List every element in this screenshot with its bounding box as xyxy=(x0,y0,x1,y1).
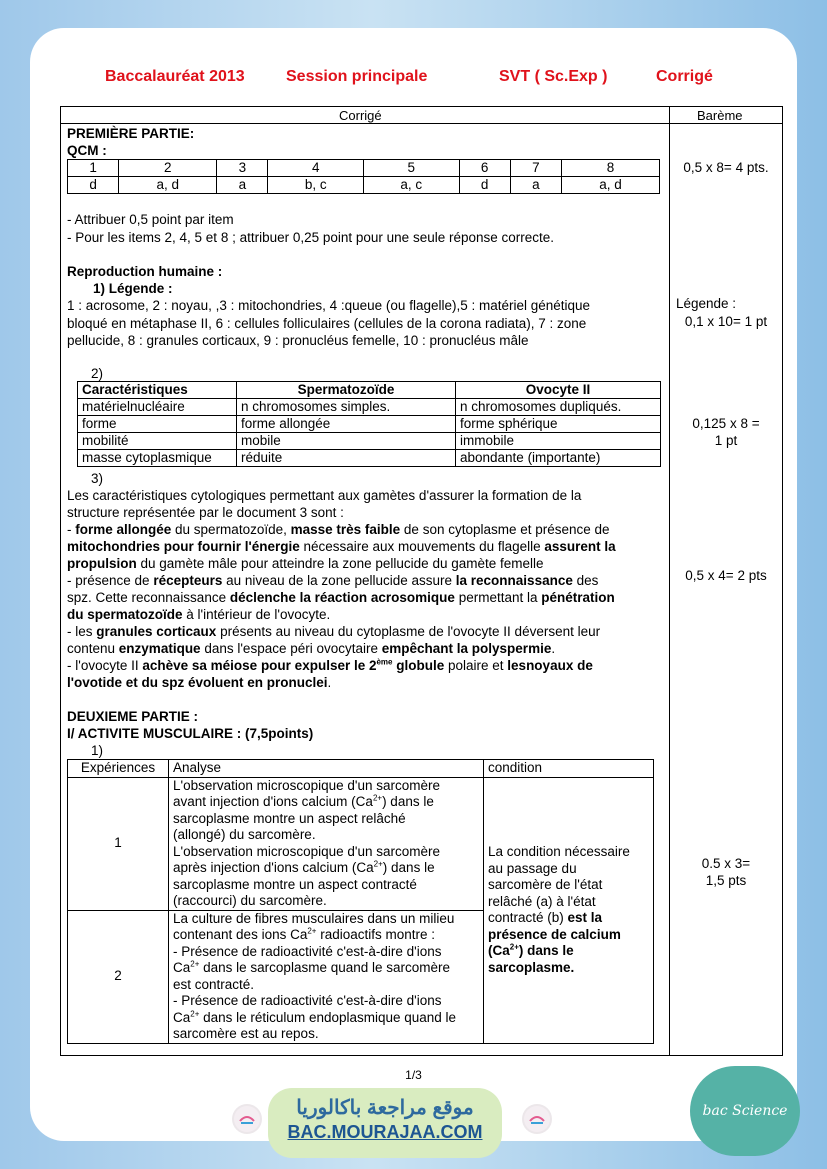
activity-header xyxy=(68,760,654,778)
column-corrige-header: Corrigé xyxy=(339,108,382,123)
table-row xyxy=(78,433,661,450)
q2-label: 2) xyxy=(91,366,104,381)
q3-line: spz. Cette reconnaissance déclenche la réaction acrosomique permettant la pénétration xyxy=(67,590,615,605)
header-subject: SVT ( Sc.Exp ) xyxy=(499,68,608,85)
qcm-answer: a, d xyxy=(119,177,217,194)
header-session: Session principale xyxy=(286,68,428,85)
q3-line: contenu enzymatique dans l'espace péri ovocytaire empêchant la polyspermie. xyxy=(67,641,556,656)
activity-table xyxy=(67,759,654,1044)
column-header: Analyse xyxy=(169,760,484,778)
site-logo-icon xyxy=(232,1104,262,1134)
q3-line: - forme allongée du spermatozoïde, masse très faible de son cytoplasme et présence de xyxy=(67,522,610,537)
qcm-table xyxy=(67,159,660,194)
q3-line: l'ovotide et du spz évoluent en pronuclei. xyxy=(67,675,332,690)
part2-title: DEUXIEME PARTIE : xyxy=(67,709,199,724)
bac-science-logo: bac Science xyxy=(690,1066,800,1156)
characteristics-header xyxy=(78,382,661,399)
bareme-table: 0,125 x 8 = xyxy=(692,416,760,431)
site-url[interactable]: BAC.MOURAJAA.COM xyxy=(287,1122,483,1142)
bareme-table: 1 pt xyxy=(714,433,738,448)
site-name-arabic: موقع مراجعة باكالوريا xyxy=(296,1097,474,1119)
legend-line: bloqué en métaphase II, 6 : cellules folliculaires (cellules de la corona radiata), 7 : zone xyxy=(67,316,587,331)
header-year: Baccalauréat 2013 xyxy=(105,68,245,85)
experiment-number: 1 xyxy=(68,777,169,910)
qcm-item: 1 xyxy=(68,160,119,177)
qcm-item: 7 xyxy=(510,160,561,177)
column-bareme-header: Barème xyxy=(697,108,743,123)
column-header: condition xyxy=(484,760,654,778)
column-header: Spermatozoïde xyxy=(237,382,456,399)
header-divider xyxy=(61,123,783,124)
column-header: Ovocyte II xyxy=(456,382,661,399)
condition-cell: La condition nécessaire au passage du sarcomère de l'état relâché (a) à l'état contracté (b) est la présence de calcium $(Ca^{2+})$ dans le sarcoplasme. xyxy=(484,777,654,1043)
q3-line: - l'ovocyte II achève sa méiose pour expulser le 2ème globule polaire et lesnoyaux de xyxy=(67,657,593,673)
q1-label: 1) Légende : xyxy=(93,281,173,296)
activity-title: I/ ACTIVITE MUSCULAIRE : (7,5points) xyxy=(67,726,314,741)
bareme-legende: 0,1 x 10= 1 pt xyxy=(684,314,768,329)
characteristics-table xyxy=(77,381,661,467)
qcm-item: 2 xyxy=(119,160,217,177)
qcm-answer: b, c xyxy=(268,177,364,194)
qcm-note: - Pour les items 2, 4, 5 et 8 ; attribuer 0,25 point pour une seule réponse correcte. xyxy=(67,230,555,245)
experiment-analysis: L'observation microscopique d'un sarcomère avant injection d'ions calcium $(Ca^{2+})$ dans le sarcoplasme montre un aspect relâché (allongé) du sarcomère. L'observation microscopique d'un sarcomère après injection d'ions calcium $(Ca^{2+})$ dans le sarcoplasme montre un aspect contracté (raccourci) du sarcomère. xyxy=(169,777,484,910)
qcm-answer: a xyxy=(510,177,561,194)
legend-line: 1 : acrosome, 2 : noyau, ,3 : mitochondries, 4 :queue (ou flagelle),5 : matériel génétique xyxy=(67,298,591,313)
qcm-item: 5 xyxy=(363,160,459,177)
legend-line: pellucide, 8 : granules corticaux, 9 : pronucléus femelle, 10 : pronucléus mâle xyxy=(67,333,529,348)
table-cell: abondante (importante) xyxy=(456,450,661,467)
table-row xyxy=(78,450,661,467)
site-logo-icon xyxy=(522,1104,552,1134)
qcm-item: 6 xyxy=(459,160,510,177)
bareme-qcm: 0,5 x 8= 4 pts. xyxy=(683,160,769,175)
column-header: Expériences xyxy=(68,760,169,778)
table-cell: forme sphérique xyxy=(456,416,661,433)
part2-q1-label: 1) xyxy=(91,743,104,758)
qcm-answer: d xyxy=(68,177,119,194)
qcm-answer: a, d xyxy=(562,177,660,194)
table-row xyxy=(68,777,654,910)
qcm-answer: a xyxy=(217,177,268,194)
part1-title: PREMIÈRE PARTIE: xyxy=(67,126,195,141)
bareme-legende-title: Légende : xyxy=(676,296,737,311)
site-banner[interactable] xyxy=(268,1088,502,1158)
q3-label: 3) xyxy=(91,471,104,486)
qcm-item: 8 xyxy=(562,160,660,177)
header-type: Corrigé xyxy=(656,68,713,85)
table-cell: n chromosomes dupliqués. xyxy=(456,399,661,416)
table-cell: mobile xyxy=(237,433,456,450)
qcm-item: 4 xyxy=(268,160,364,177)
corrige-table xyxy=(60,106,783,1056)
table-cell: n chromosomes simples. xyxy=(237,399,456,416)
table-cell: masse cytoplasmique xyxy=(78,450,237,467)
qcm-answer: a, c xyxy=(363,177,459,194)
column-header: Caractéristiques xyxy=(78,382,237,399)
q3-line: propulsion du gamète mâle pour atteindre la zone pellucide du gamète femelle xyxy=(67,556,544,571)
q3-line: du spermatozoïde à l'intérieur de l'ovocyte. xyxy=(67,607,331,622)
table-cell: immobile xyxy=(456,433,661,450)
q3-line: mitochondries pour fournir l'énergie nécessaire aux mouvements du flagelle assurent la xyxy=(67,539,616,554)
q3-intro: Les caractéristiques cytologiques permettant aux gamètes d'assurer la formation de la xyxy=(67,488,582,503)
qcm-note: - Attribuer 0,5 point par item xyxy=(67,212,234,227)
qcm-answers-row xyxy=(68,177,660,194)
bareme-activity: 0.5 x 3= xyxy=(701,856,751,871)
experiment-analysis: La culture de fibres musculaires dans un milieu contenant des ions $Ca^{2+}$ radioactifs montre : - Présence de radioactivité c'est-à-dire d'ions $Ca^{2+}$ dans le sarcoplasme quand le sarcomère est contracté. - Présence de radioactivité c'est-à-dire d'ions $Ca^{2+}$ dans le réticulum endoplasmique quand le sarcomère est au repos. xyxy=(169,910,484,1043)
qcm-title: QCM : xyxy=(67,143,107,158)
table-cell: mobilité xyxy=(78,433,237,450)
qcm-answer: d xyxy=(459,177,510,194)
q3-line: - présence de récepteurs au niveau de la zone pellucide assure la reconnaissance des xyxy=(67,573,599,588)
q3-intro: structure représentée par le document 3 sont : xyxy=(67,505,344,520)
table-row xyxy=(78,416,661,433)
qcm-item: 3 xyxy=(217,160,268,177)
table-cell: réduite xyxy=(237,450,456,467)
experiment-number: 2 xyxy=(68,910,169,1043)
table-cell: forme allongée xyxy=(237,416,456,433)
bareme-activity: 1,5 pts xyxy=(705,873,747,888)
page-number: 1/3 xyxy=(405,1068,422,1082)
qcm-items-row xyxy=(68,160,660,177)
q3-line: - les granules corticaux présents au niveau du cytoplasme de l'ovocyte II déversent leur xyxy=(67,624,601,639)
table-row xyxy=(78,399,661,416)
table-cell: matérielnucléaire xyxy=(78,399,237,416)
repro-title: Reproduction humaine : xyxy=(67,264,223,279)
table-cell: forme xyxy=(78,416,237,433)
bareme-q3: 0,5 x 4= 2 pts xyxy=(685,568,767,583)
